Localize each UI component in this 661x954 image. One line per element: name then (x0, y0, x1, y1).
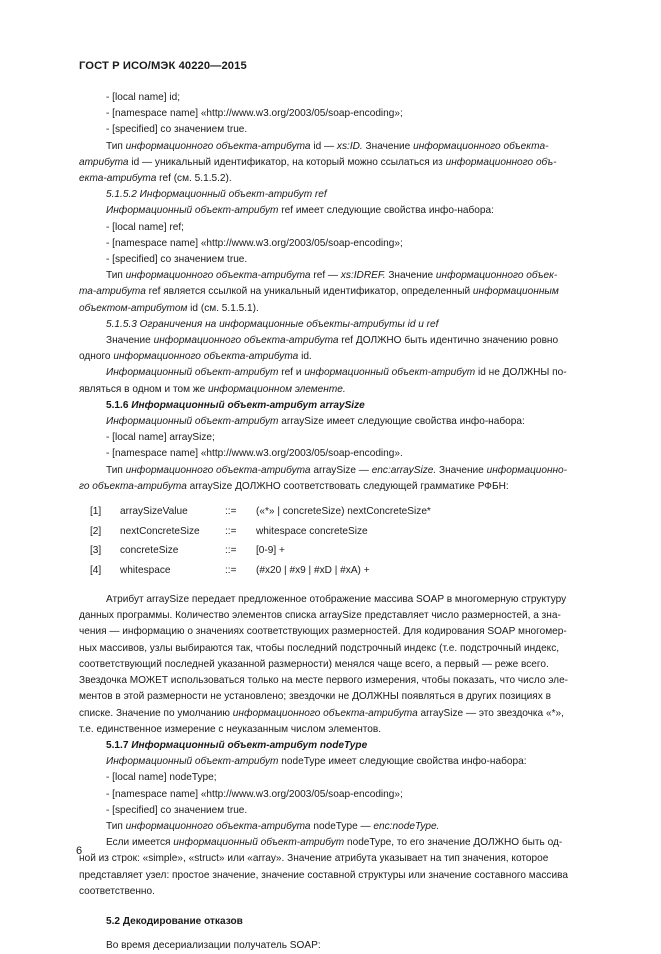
list-item: - [namespace name] «http://www.w3.org/2003/05/soap-encoding»; (106, 237, 403, 249)
grammar-rule-name: whitespace (120, 564, 171, 576)
section-heading-5-1-7: 5.1.7 Информационный объект-атрибут nodeType (106, 739, 368, 751)
grammar-rule-number: [4] (90, 564, 102, 576)
list-item: - [specified] со значением true. (106, 124, 248, 136)
paragraph-line: т.е. единственное измерение с неуказанным числом элементов. (79, 723, 382, 735)
paragraph-line: Атрибут arraySize передает предложенное отображение массива SOAP в многомерную структуру (106, 594, 567, 606)
paragraph-line: соответствующий последней указанной размерности) менялся чаще всего, а первый — реже всего. (79, 658, 549, 670)
list-item: - [local name] id; (106, 92, 181, 103)
paragraph-line: го объекта-атрибута arraySize ДОЛЖНО соответствовать следующей грамматике РФБН: (79, 480, 509, 492)
paragraph-line: соответственно. (79, 885, 155, 897)
grammar-rule-expression: whitespace concreteSize (256, 525, 368, 537)
list-item: - [local name] nodeType; (106, 772, 217, 784)
paragraph-line: та-атрибута ref является ссылкой на уникальный идентификатор, определенный информационным (79, 286, 559, 298)
paragraph-line: Звездочка МОЖЕТ использоваться только на месте первого измерения, чтобы показать, что число эле- (79, 675, 569, 687)
grammar-row (79, 561, 586, 581)
grammar-rule-name: arraySizeValue (120, 506, 188, 518)
standard-header: ГОСТ Р ИСО/МЭК 40220—2015 (79, 60, 247, 72)
grammar-rule-operator: ::= (225, 506, 237, 518)
paragraph-line: являться в одном и том же информационном элементе. (79, 383, 346, 395)
grammar-rule-operator: ::= (225, 545, 237, 557)
paragraph-line: Информационный объект-атрибут ref и информационный объект-атрибут id не ДОЛЖНЫ по- (106, 367, 567, 379)
section-heading-5-1-5-2: 5.1.5.2 Информационный объект-атрибут ref (106, 189, 327, 201)
list-item: - [namespace name] «http://www.w3.org/2003/05/soap-encoding». (106, 448, 403, 460)
paragraph-line: атрибута id — уникальный идентификатор, на который можно ссылаться из информационного объ- (79, 156, 557, 168)
grammar-row (79, 522, 586, 542)
paragraph-line: ментов в этой размерности не установлено; звездочки не ДОЛЖНЫ появляться в других позициях в (79, 691, 551, 703)
list-item: - [local name] arraySize; (106, 432, 215, 444)
grammar-rule-operator: ::= (225, 525, 237, 537)
list-item: - [local name] ref; (106, 221, 184, 233)
paragraph-line: объектом-атрибутом id (см. 5.1.5.1). (79, 302, 259, 314)
grammar-rule-operator: ::= (225, 564, 237, 576)
paragraph-line: данных программы. Количество элементов списка arraySize представляет число размерностей, а зна- (79, 610, 561, 622)
paragraph-line: ных массивов, узлы выбираются так, чтобы последний подстрочный индекс (т.е. подстрочный индекс, (79, 642, 560, 654)
paragraph-line: Если имеется информационный объект-атрибут nodeType, то его значение ДОЛЖНО быть од- (106, 837, 563, 849)
grammar-rule-name: nextConcreteSize (120, 525, 200, 537)
paragraph-line: списке. Значение по умолчанию информационного объекта-атрибута arraySize — это звездочка «*», (79, 707, 564, 719)
grammar-rule-expression: (#x20 | #x9 | #xD | #xA) + (256, 564, 370, 576)
paragraph-line: екта-атрибута ref (см. 5.1.5.2). (79, 173, 232, 185)
paragraph: Информационный объект-атрибут nodeType имеет следующие свойства инфо-набора: (106, 756, 527, 768)
section-heading-5-1-5-3: 5.1.5.3 Ограничения на информационные объекты-атрибуты id и ref (106, 318, 439, 330)
paragraph: Информационный объект-атрибут ref имеет следующие свойства инфо-набора: (106, 205, 494, 217)
paragraph-line: ной из строк: «simple», «struct» или «array». Значение атрибута указывает на тип значения, которое (79, 853, 549, 865)
document-body (79, 90, 586, 954)
paragraph: Тип информационного объекта-атрибута nodeType — enc:nodeType. (106, 820, 440, 832)
paragraph-line: Тип информационного объекта-атрибута id — xs:ID. Значение информационного объекта- (106, 140, 549, 152)
grammar-rule-expression: [0-9] + (256, 545, 285, 557)
grammar-row (79, 502, 586, 522)
grammar-rule-name: concreteSize (120, 545, 179, 557)
paragraph: Во время десериализации получатель SOAP: (106, 940, 321, 952)
list-item: - [namespace name] «http://www.w3.org/2003/05/soap-encoding»; (106, 108, 403, 120)
paragraph-line: Значение информационного объекта-атрибута ref ДОЛЖНО быть идентично значению ровно (106, 335, 559, 347)
grammar-row (79, 541, 586, 561)
paragraph-line: Тип информационного объекта-атрибута arraySize — enc:arraySize. Значение информационно- (106, 464, 568, 476)
list-item: - [specified] со значением true. (106, 804, 248, 816)
grammar-rule-number: [3] (90, 545, 102, 557)
paragraph-line: Тип информационного объекта-атрибута ref — xs:IDREF. Значение информационного объек- (106, 270, 558, 282)
page-number: 6 (76, 845, 83, 857)
paragraph-line: чения — информацию о значениях соответствующих размерностей. Для кодирования SOAP многомер- (79, 626, 567, 638)
paragraph-line: представляет узел: простое значение, значение составной структуры или значение составного массива (79, 869, 568, 881)
paragraph: Информационный объект-атрибут arraySize имеет следующие свойства инфо-набора: (106, 416, 525, 428)
grammar-rule-expression: («*» | concreteSize) nextConcreteSize* (256, 506, 431, 518)
paragraph-line: одного информационного объекта-атрибута id. (79, 351, 312, 363)
section-heading-5-1-6: 5.1.6 Информационный объект-атрибут arraySize (106, 399, 365, 411)
list-item: - [namespace name] «http://www.w3.org/2003/05/soap-encoding»; (106, 788, 403, 800)
grammar-table (79, 502, 586, 580)
grammar-rule-number: [2] (90, 525, 102, 537)
grammar-rule-number: [1] (90, 506, 102, 518)
list-item: - [specified] со значением true. (106, 254, 248, 266)
section-heading-5-2: 5.2 Декодирование отказов (106, 915, 243, 927)
